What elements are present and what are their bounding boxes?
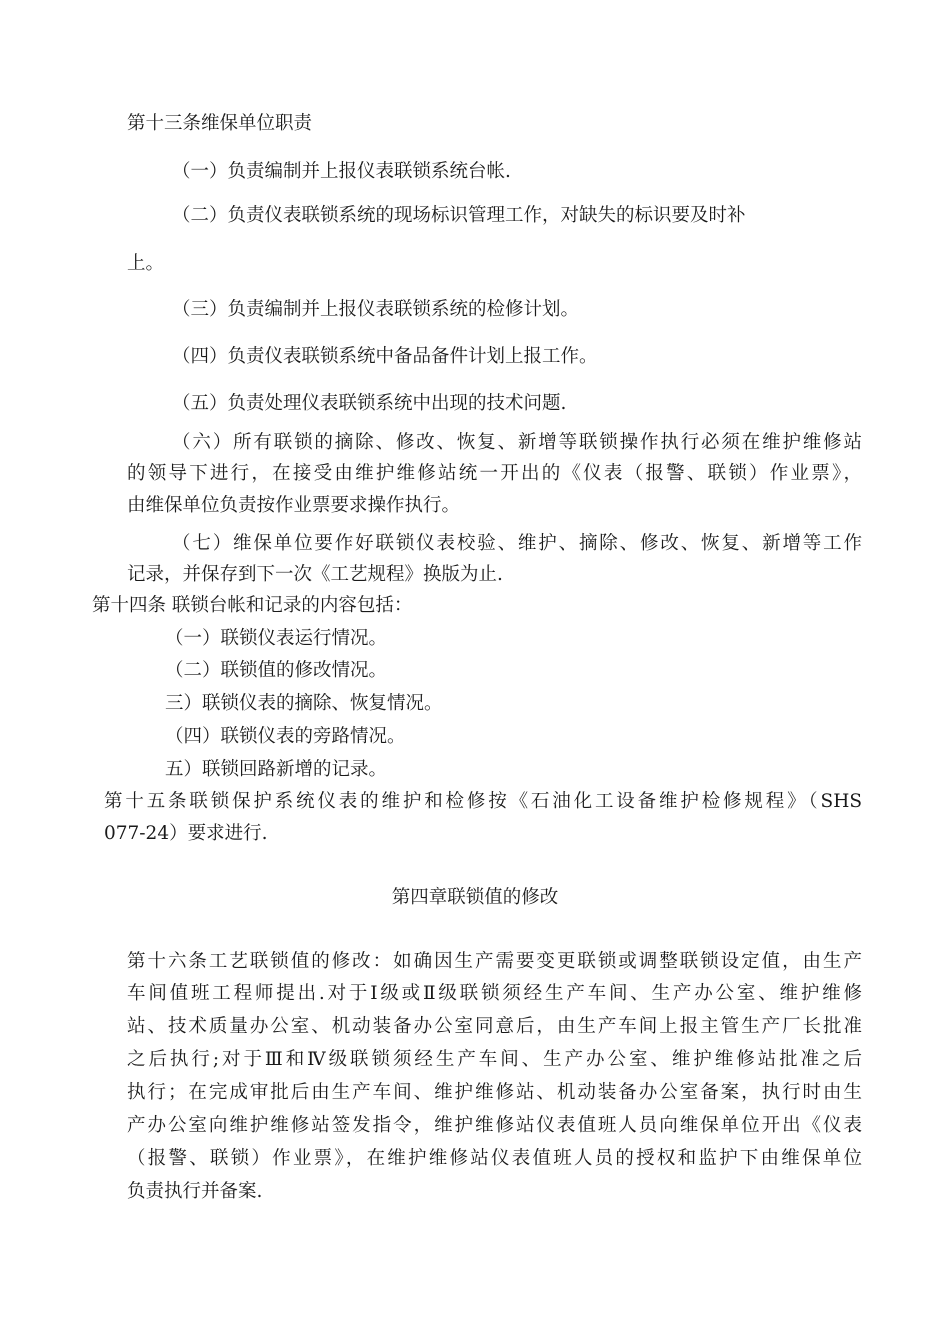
article-14-item-2: （二）联锁值的修改情况。 — [165, 660, 388, 681]
article-13-item-7-line-1: （七）维保单位要作好联锁仪表校验、维护、摘除、修改、恢复、新增等工作 — [172, 533, 862, 554]
chapter-4-title: 第四章联锁值的修改 — [391, 887, 559, 908]
article-13-item-2-line-1: （二）负责仪表联锁系统的现场标识管理工作，对缺失的标识要及时补 — [172, 205, 746, 226]
article-16-line-4: 之后执行;对于Ⅲ和Ⅳ级联锁须经生产车间、生产办公室、维护维修站批准之后 — [127, 1049, 862, 1070]
article-16-line-3: 站、技术质量办公室、机动装备办公室同意后，由生产车间上报主管生产厂长批准 — [127, 1016, 862, 1037]
article-13-item-5: （五）负责处理仪表联锁系统中出现的技术问题. — [172, 393, 567, 414]
article-13-item-2-line-2: 上。 — [127, 253, 165, 274]
article-16-line-5: 执行；在完成审批后由生产车间、维护维修站、机动装备办公室备案，执行时由生 — [127, 1082, 862, 1103]
article-14-item-1: （一）联锁仪表运行情况。 — [165, 628, 388, 649]
article-14-item-4: （四）联锁仪表的旁路情况。 — [165, 726, 406, 747]
article-13-item-6-line-2: 的领导下进行，在接受由维护维修站统一开出的《仪表（报警、联锁）作业票》， — [127, 463, 862, 484]
article-16-line-8: 负责执行并备案. — [127, 1181, 263, 1202]
article-13-item-7-line-2: 记录，并保存到下一次《工艺规程》换版为止. — [127, 564, 503, 585]
article-13-item-6-line-3: 由维保单位负责按作业票要求操作执行。 — [127, 495, 461, 516]
article-15-line-1: 第十五条联锁保护系统仪表的维护和检修按《石油化工设备维护检修规程》（SHS — [104, 791, 862, 812]
article-14-item-3: 三）联锁仪表的摘除、恢复情况。 — [165, 693, 443, 714]
article-14-item-5: 五）联锁回路新增的记录。 — [165, 759, 388, 780]
article-16-line-7: （报警、联锁）作业票》，在维护维修站仪表值班人员的授权和监护下由维保单位 — [127, 1148, 862, 1169]
article-16-line-1: 第十六条工艺联锁值的修改：如确因生产需要变更联锁或调整联锁设定值，由生产 — [127, 951, 862, 972]
article-13-item-3: （三）负责编制并上报仪表联锁系统的检修计划。 — [172, 299, 580, 320]
article-13-item-4: （四）负责仪表联锁系统中备品备件计划上报工作。 — [172, 346, 598, 367]
article-16-line-6: 产办公室向维护维修站签发指令，维护维修站仪表值班人员向维保单位开出《仪表 — [127, 1115, 862, 1136]
article-15-line-2: 077-24）要求进行. — [104, 823, 268, 844]
article-16-line-2: 车间值班工程师提出.对于Ⅰ级或Ⅱ级联锁须经生产车间、生产办公室、维护维修 — [127, 983, 862, 1004]
article-14-heading: 第十四条 联锁台帐和记录的内容包括： — [92, 595, 413, 616]
article-13-heading: 第十三条维保单位职责 — [127, 113, 313, 134]
article-13-item-1: （一）负责编制并上报仪表联锁系统台帐. — [172, 161, 511, 182]
article-13-item-6-line-1: （六）所有联锁的摘除、修改、恢复、新增等联锁操作执行必须在维护维修站 — [172, 432, 862, 453]
